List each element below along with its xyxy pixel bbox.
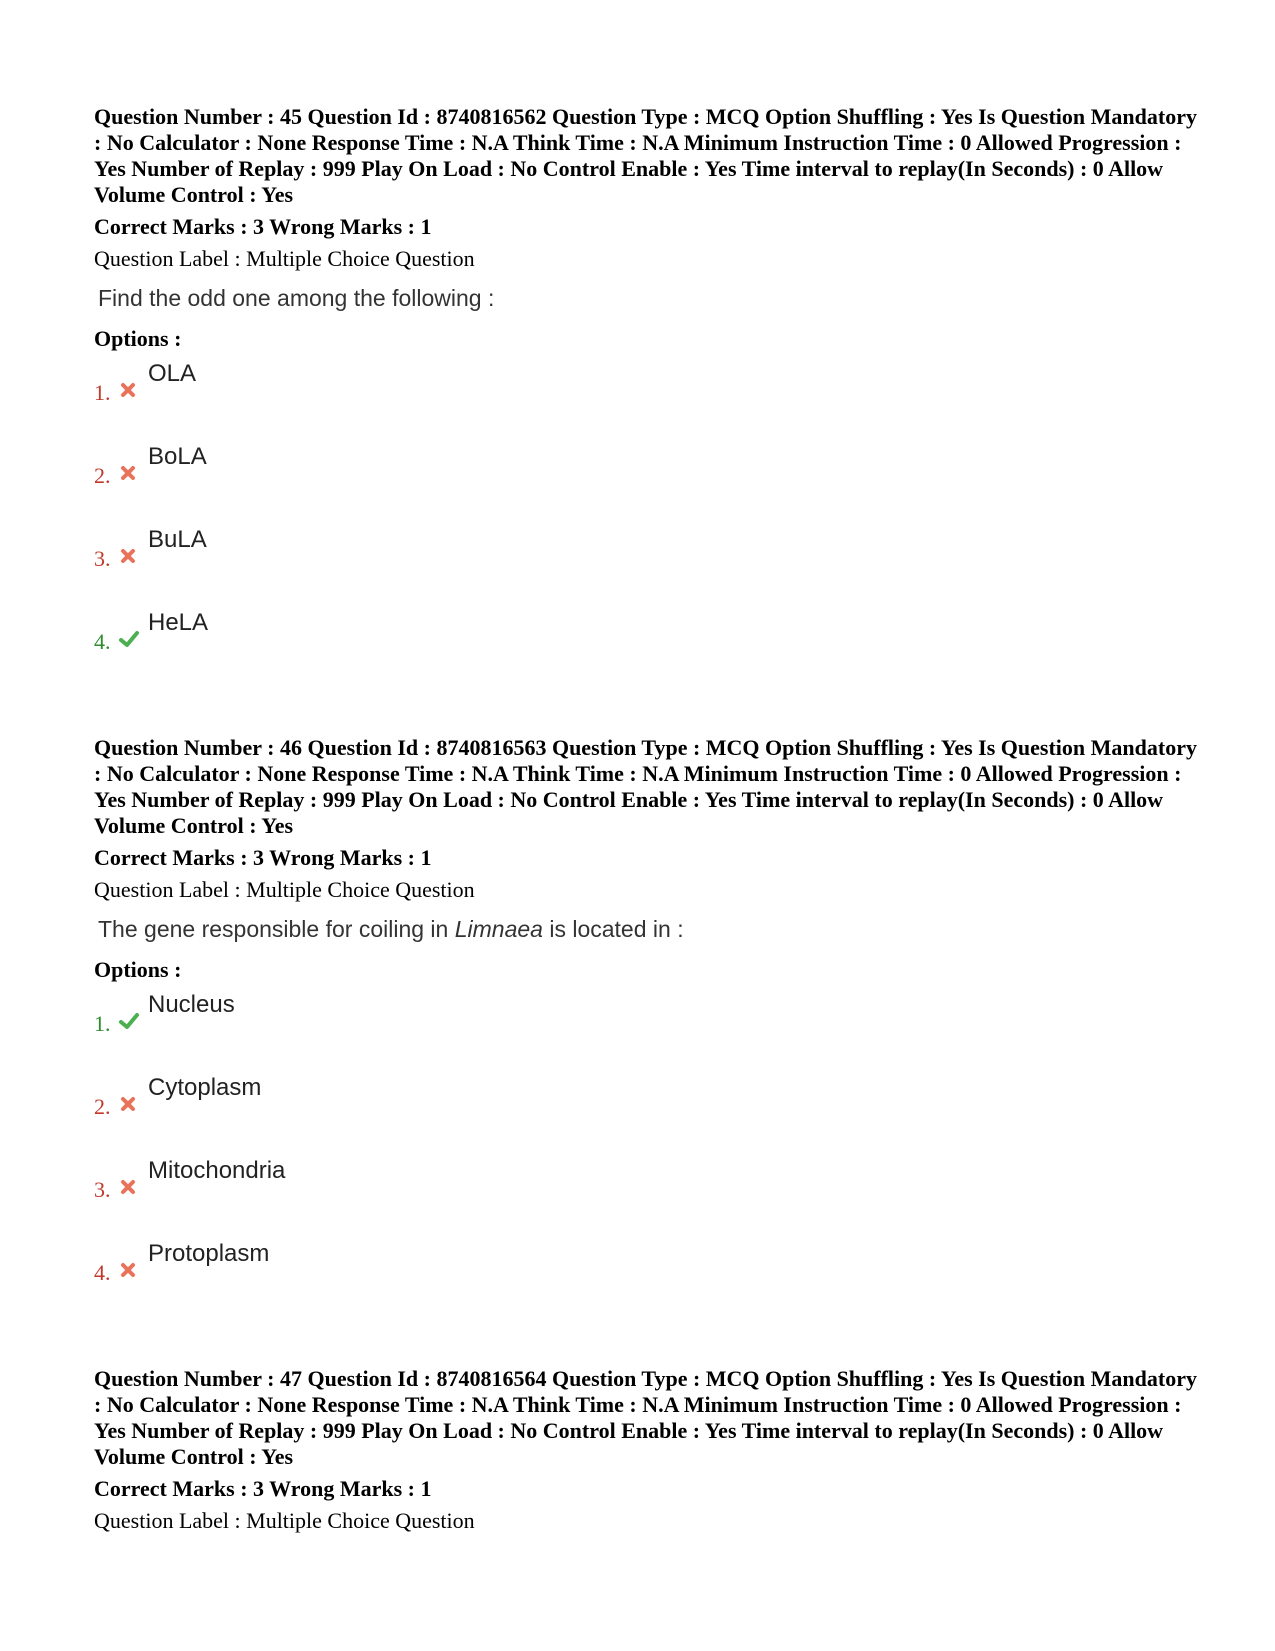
option-number: 1. (94, 380, 111, 405)
question-meta: Question Number : 45 Question Id : 8740816562 Question Type : MCQ Option Shuffling : Yes Is Question Mandatory : No Calculator : None Response Time : N.A Think Time : N.A Minimum Instruction Time : 0 Allowed Progression : Yes Number of Replay : 999 Play On Load : No Control Enable : Yes Time interval to replay(In Seconds) : 0 Allow Volume Control : Yes (94, 104, 1197, 207)
option-text: Cytoplasm (148, 1074, 262, 1101)
option-number: 2. (94, 1094, 111, 1119)
question-text-after: is located in : (542, 916, 684, 942)
question-label: Question Label : Multiple Choice Question (94, 1508, 475, 1533)
cross-icon (118, 1094, 138, 1114)
cross-icon (118, 1260, 138, 1280)
option-text: Mitochondria (148, 1157, 286, 1184)
question-label: Question Label : Multiple Choice Question (94, 246, 475, 271)
options-list (94, 983, 1204, 1315)
question-text (98, 915, 1204, 943)
option-item (94, 1232, 1204, 1315)
option-item (94, 518, 1204, 601)
question-meta: Question Number : 46 Question Id : 8740816563 Question Type : MCQ Option Shuffling : Yes Is Question Mandatory : No Calculator : None Response Time : N.A Think Time : N.A Minimum Instruction Time : 0 Allowed Progression : Yes Number of Replay : 999 Play On Load : No Control Enable : Yes Time interval to replay(In Seconds) : 0 Allow Volume Control : Yes (94, 735, 1197, 838)
option-text: Protoplasm (148, 1240, 270, 1267)
option-number: 2. (94, 463, 111, 488)
question-label: Question Label : Multiple Choice Question (94, 877, 475, 902)
cross-icon (118, 1177, 138, 1197)
option-number: 3. (94, 1177, 111, 1202)
question-text: Find the odd one among the following : (98, 285, 495, 311)
options-heading: Options : (94, 957, 182, 982)
option-text: Nucleus (148, 991, 235, 1018)
cross-icon (118, 546, 138, 566)
question-text-before: The gene responsible for coiling in (98, 916, 455, 942)
option-text: BuLA (148, 526, 207, 553)
option-text: HeLA (148, 609, 209, 636)
option-item (94, 435, 1204, 518)
option-item (94, 1149, 1204, 1232)
option-text: OLA (148, 360, 197, 387)
cross-icon (118, 463, 138, 483)
option-number: 4. (94, 1260, 111, 1285)
check-icon (118, 1011, 138, 1031)
question-block (94, 1366, 1204, 1534)
option-item (94, 1066, 1204, 1149)
question-block (94, 735, 1204, 1315)
species-name: Limnaea (454, 916, 543, 942)
cross-icon (118, 380, 138, 400)
options-heading: Options : (94, 326, 182, 351)
check-icon (118, 629, 138, 649)
option-item (94, 983, 1204, 1066)
option-number: 3. (94, 546, 111, 571)
question-meta: Question Number : 47 Question Id : 8740816564 Question Type : MCQ Option Shuffling : Yes Is Question Mandatory : No Calculator : None Response Time : N.A Think Time : N.A Minimum Instruction Time : 0 Allowed Progression : Yes Number of Replay : 999 Play On Load : No Control Enable : Yes Time interval to replay(In Seconds) : 0 Allow Volume Control : Yes (94, 1366, 1197, 1469)
option-item (94, 601, 1204, 684)
question-marks: Correct Marks : 3 Wrong Marks : 1 (94, 214, 432, 239)
option-text: BoLA (148, 443, 207, 470)
options-list (94, 352, 1204, 684)
question-marks: Correct Marks : 3 Wrong Marks : 1 (94, 845, 432, 870)
question-block (94, 104, 1204, 684)
option-number: 4. (94, 629, 111, 654)
question-marks: Correct Marks : 3 Wrong Marks : 1 (94, 1476, 432, 1501)
option-number: 1. (94, 1011, 111, 1036)
option-item (94, 352, 1204, 435)
